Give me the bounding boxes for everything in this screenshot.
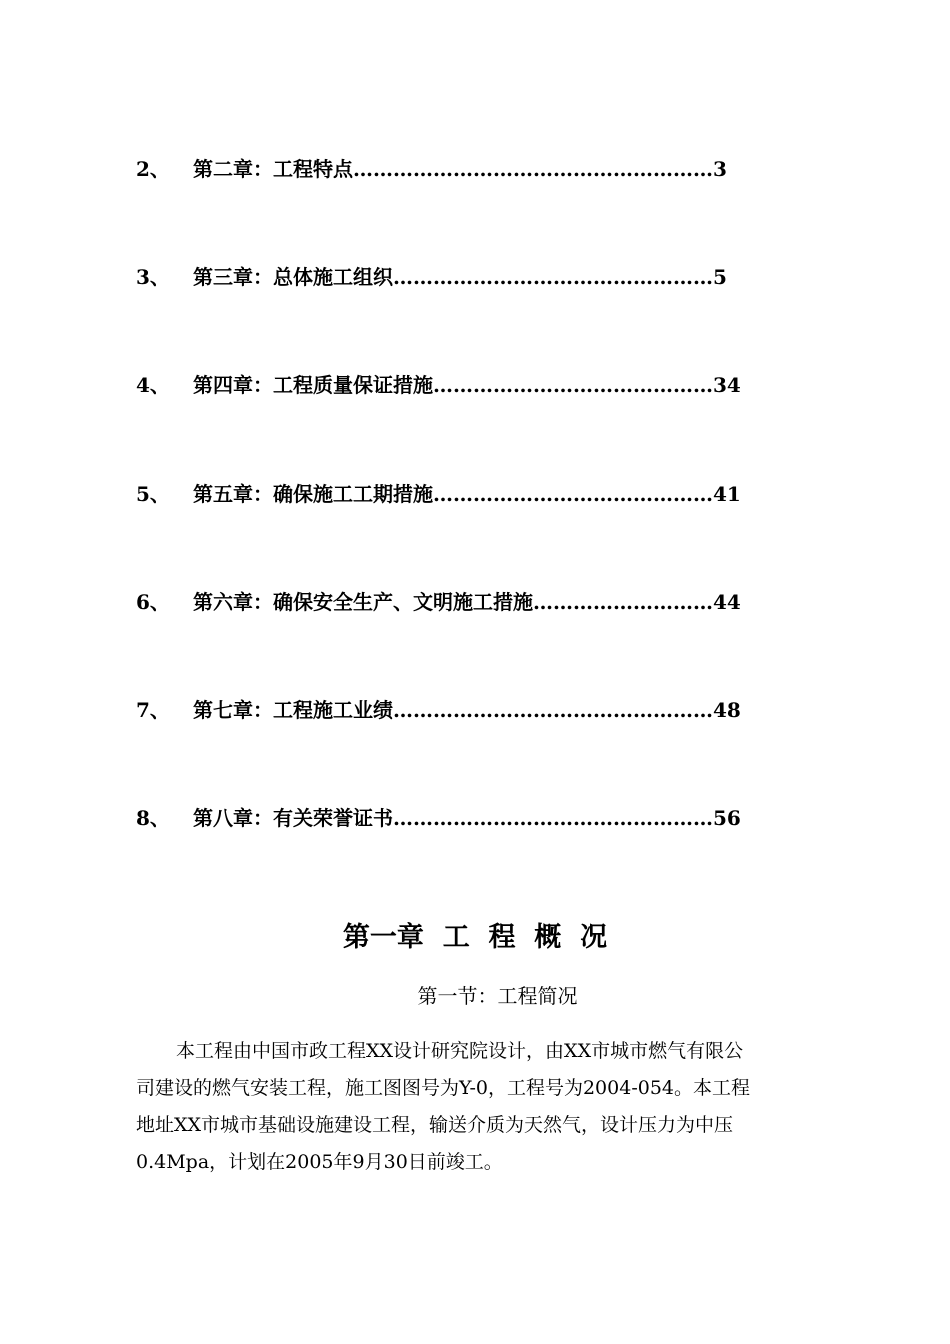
toc-entry-number: 6、	[136, 590, 170, 614]
toc-entry-number: 4、	[136, 373, 170, 397]
section-title: 第一节：工程简况	[417, 984, 578, 1008]
toc-entry-text: 第三章：总体施工组织…………………………………………5	[193, 265, 727, 289]
toc-entry-number: 7、	[136, 698, 170, 722]
toc-entry-text: 第七章：工程施工业绩…………………………………………48	[193, 698, 741, 722]
chapter-title: 第一章 工 程 概 况	[342, 922, 608, 953]
toc-entry-text: 第五章：确保施工工期措施……………………………………41	[193, 482, 741, 506]
toc-entry-text: 第二章：工程特点………………………………………………3	[193, 157, 727, 181]
body-line: 0.4Mpa，计划在2005年9月30日前竣工。	[136, 1151, 503, 1173]
toc-entry-text: 第八章：有关荣誉证书…………………………………………56	[193, 806, 741, 830]
toc-entry-number: 2、	[136, 157, 170, 181]
body-line: 司建设的燃气安装工程，施工图图号为Y-0，工程号为2004-054。本工程	[136, 1077, 751, 1099]
toc-entry-number: 5、	[136, 482, 170, 506]
body-line: 本工程由中国市政工程XX设计研究院设计，由XX市城市燃气有限公	[176, 1040, 744, 1062]
toc-entry-text: 第六章：确保安全生产、文明施工措施………………………44	[193, 590, 741, 614]
body-paragraph	[136, 1033, 861, 1181]
body-line: 地址XX市城市基础设施建设工程，输送介质为天然气，设计压力为中压	[136, 1114, 734, 1136]
toc-entry-number: 8、	[136, 806, 170, 830]
toc-entry-text: 第四章：工程质量保证措施……………………………………34	[193, 373, 741, 397]
toc-entry-number: 3、	[136, 265, 170, 289]
